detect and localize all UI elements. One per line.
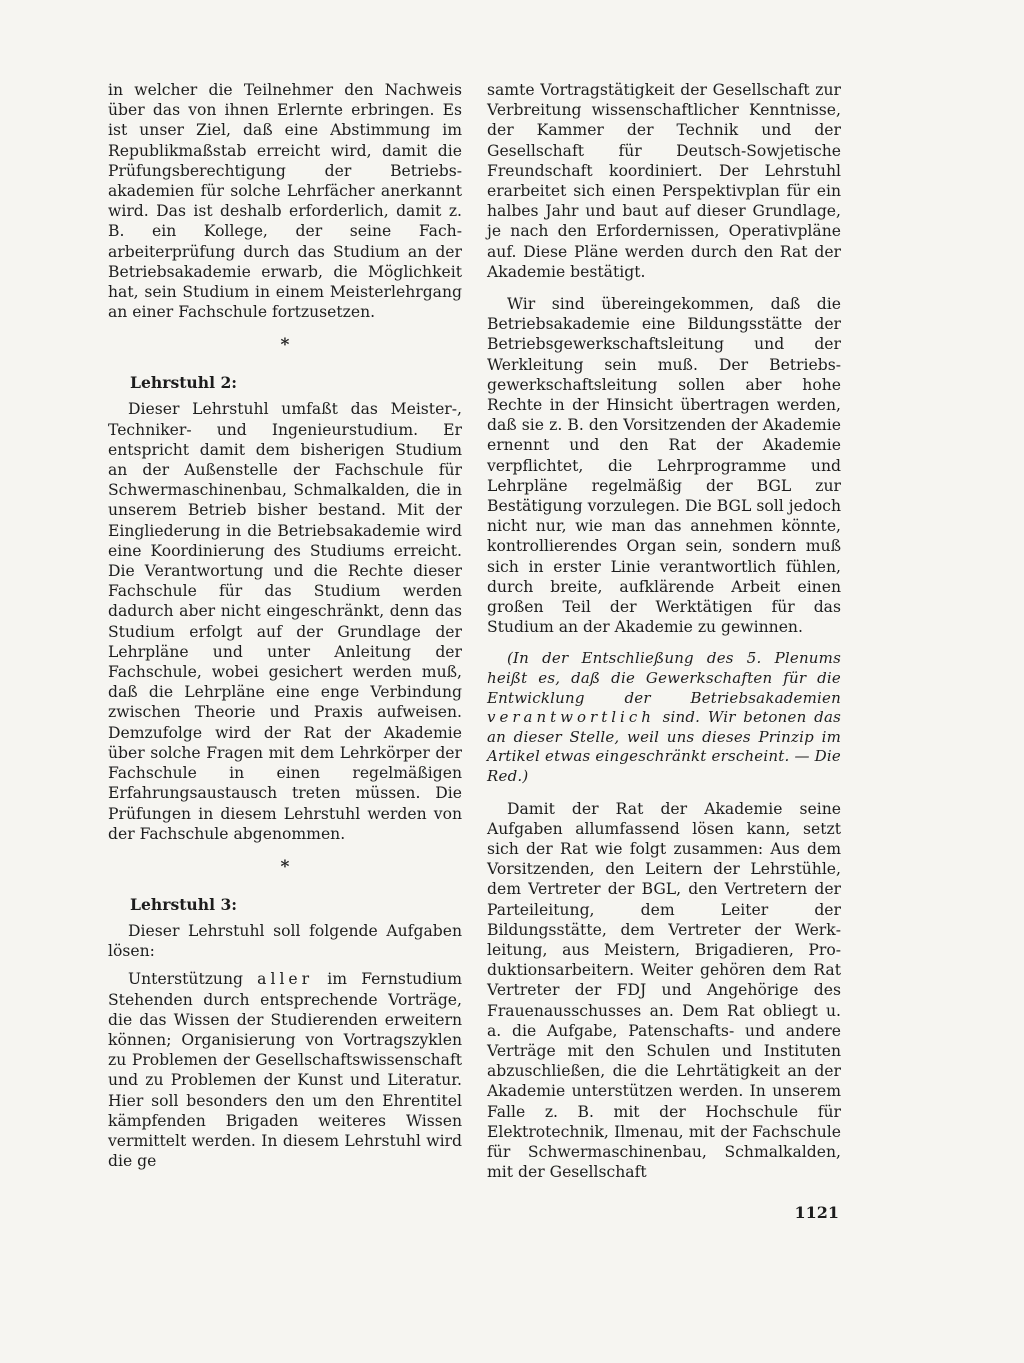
editor-note-start: (In der Entschließung des 5. Plenums heißt es, daß die Gewerkschaften für die Entwicklung der Betriebsakademien [487, 649, 841, 707]
left-paragraph-4-start: Unterstützung [128, 970, 258, 989]
left-paragraph-1: in welcher die Teilnehmer den Nachweis über das von ihnen Erlernte erbringen. Es ist unser Ziel, daß eine Abstimmung im Republikmaßstab erreicht wird, damit die Prüfungsberechtigung der Betriebsakademien für solche Lehrfächer anerkannt wird. Das ist deshalb erforderlich, damit z. B. ein Kollege, der seine Facharbeiterprüfung durch das Studium an der Betriebsakademie erwarb, die Möglichkeit hat, sein Studium in einem Meisterlehrgang an einer Fachschule fortzusetzen. [108, 81, 462, 322]
left-paragraph-4-emphasis: aller [257, 970, 314, 989]
editor-note-rest: sind. Wir betonen das an dieser Stelle, weil uns dieses Prinzip im Artikel etwas eingeschränkt erscheint. — Die Red.) [487, 708, 841, 786]
left-paragraph-4 [108, 969, 462, 1171]
section-separator: * [280, 335, 290, 356]
editor-note-emphasis: verantwortlich [487, 708, 655, 727]
right-paragraph-3: Damit der Rat der Akademie seine Aufgaben allumfassend lösen kann, setzt sich der Rat wie folgt zusammen: Aus dem Vorsitzenden, den Leitern der Lehrstühle, dem Vertreter der BGL, den Vertretern der Parteileitung, dem Leiter der Bildungsstätte, dem Vertreter der Werkleitung, aus Meistern, Brigadieren, Produktionsarbeitern. Weiter gehören dem Rat Vertreter der FDJ und Angehörige des Frauenausschusses an. Dem Rat obliegt u. a. die Aufgabe, Patenschafts- und andere Verträge mit den Schulen und Instituten abzuschließen, die die Lehrtätigkeit an der Akademie unterstützen werden. In unserem Falle z. B. mit der Hochschule für Elektrotechnik, Ilmenau, mit der Fachschule für Schwermaschinenbau, Schmalkalden, mit der Gesellschaft [487, 799, 841, 1182]
right-paragraph-2: Wir sind übereingekommen, daß die Betriebsakademie eine Bildungsstätte der Betriebsgewerkschaftsleitung und der Werkleitung sein muß. Der Betriebsgewerkschaftsleitung sollen aber hohe Rechte in der Hinsicht übertragen werden, daß sie z. B. den Vorsitzenden der Akademie ernennt und den Rat der Akademie verpflichtet, die Lehrprogramme und Lehrpläne regelmäßig der BGL zur Bestätigung vorzulegen. Die BGL soll jedoch nicht nur, wie man das annehmen könnte, kontrollierendes Organ sein, sondern muß sich in erster Linie verantwortlich fühlen, durch breite, aufklärende Arbeit einen großen Teil der Werktätigen für das Studium an der Akademie zu gewinnen. [487, 295, 841, 637]
left-paragraph-4-rest: im Fernstudium Stehenden durch entsprechende Vorträge, die das Wissen der Studierenden erweitern können; Organisierung von Vortragszyklen zu Problemen der Gesellschaftswissenschaft und zu Problemen der Kunst und Literatur. Hier soll besonders den um den Ehrentitel kämpfenden Brigaden weiteres Wissen vermittelt werden. In diesem Lehrstuhl wird die ge [108, 970, 463, 1171]
section-separator: * [280, 856, 290, 877]
left-paragraph-2: Dieser Lehrstuhl umfaßt das Meister-, Techniker- und Ingenieurstudium. Er entspricht damit dem bisherigen Studium an der Außenstelle der Fachschule für Schwermaschinenbau, Schmalkalden, die in unserem Betrieb bisher bestand. Mit der Eingliederung in die Betriebsakademie wird eine Koordinierung des Studiums erreicht. Die Verantwortung und die Rechte dieser Fachschule für das Studium werden dadurch aber nicht eingeschränkt, denn das Studium erfolgt auf der Grundlage der Lehrpläne und unter Anleitung der Fachschule, wobei gesichert werden muß, daß die Lehrpläne eine enge Verbindung zwischen Theorie und Praxis aufweisen. Demzufolge wird der Rat der Akademie über solche Fragen mit dem Lehrkörper der Fachschule in einen regelmäßigen Erfahrungsaustausch treten müssen. Die Prüfungen in diesem Lehrstuhl werden von der Fachschule abgenommen. [108, 400, 462, 843]
right-paragraph-1: samte Vortragstätigkeit der Gesellschaft zur Verbreitung wissenschaftlicher Kenntnisse, der Kammer der Technik und der Gesellschaft für Deutsch-Sowjetische Freundschaft koordiniert. Der Lehrstuhl erarbeitet sich einen Perspektivplan für ein halbes Jahr und baut auf dieser Grundlage, je nach den Erfordernissen, Operativpläne auf. Diese Pläne werden durch den Rat der Akademie bestätigt. [487, 81, 841, 281]
editor-note [487, 649, 841, 786]
left-column [108, 80, 462, 1171]
left-paragraph-3: Dieser Lehrstuhl soll folgende Aufgaben lösen: [108, 921, 462, 961]
page-number: 1121 [794, 1203, 839, 1222]
heading-lehrstuhl-3: Lehrstuhl 3: [130, 894, 238, 914]
right-column [487, 80, 841, 1183]
heading-lehrstuhl-2: Lehrstuhl 2: [130, 373, 238, 393]
